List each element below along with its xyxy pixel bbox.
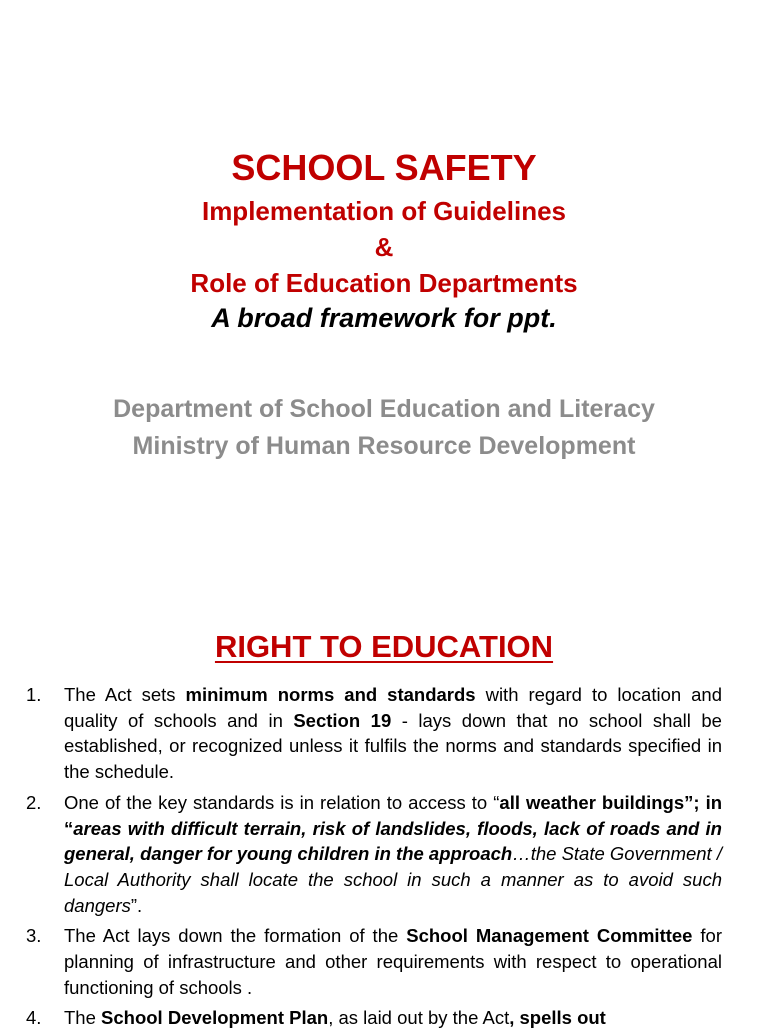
text-run: The Act lays down the formation of the [64, 925, 407, 947]
text-run: The [64, 1007, 102, 1029]
subtitle-line-2: Role of Education Departments [190, 268, 578, 298]
list-item-text [64, 682, 722, 785]
tagline: A broad framework for ppt. [211, 303, 557, 333]
text-run: , as laid out by the Act [328, 1007, 510, 1029]
subtitle-line-1: Implementation of Guidelines [201, 196, 567, 226]
list-item-text [64, 1005, 722, 1031]
list-number: 1. [26, 684, 42, 705]
list-number: 4. [26, 1007, 42, 1029]
text-run: with regard to location and quality of schools and in [64, 684, 723, 731]
ministry-name: Ministry of Human Resource Development [132, 432, 636, 460]
text-run: The Act sets [64, 684, 186, 705]
list-item [0, 1005, 768, 1031]
bold-run: Section 19 [293, 709, 392, 731]
text-run: ”. [130, 894, 143, 916]
slide-title: SCHOOL SAFETY [231, 147, 537, 188]
subtitle-ampersand: & [374, 232, 394, 262]
list-item-text [64, 790, 722, 919]
bold-run: , spells out [509, 1007, 606, 1029]
bold-italic-run: areas with difficult terrain, risk of landslides, floods, lack of roads and in general, danger for young children in the approach [64, 817, 722, 865]
bold-run: School Management Committee [406, 925, 693, 947]
bold-run: all weather buildings”; in “ [64, 791, 723, 839]
section-heading: RIGHT TO EDUCATION [214, 629, 554, 664]
text-run: - lays down that no school shall be established, or recognized unless it fulfils the norms and standards specified in the schedule. [64, 709, 722, 783]
list-item [0, 682, 768, 785]
list-item [0, 923, 768, 1000]
list-number: 2. [26, 791, 42, 813]
text-run: for planning of infrastructure and other requirements with respect to operational functioning of schools . [64, 925, 722, 998]
bold-run: minimum norms and standards [185, 684, 476, 705]
text-run: One of the key standards is in relation to access to “ [64, 791, 500, 813]
italic-run: …the State Government / Local Authority shall locate the school in such a manner as to avoid such dangers [64, 843, 722, 916]
bold-run: School Development Plan [101, 1007, 329, 1029]
numbered-list [0, 680, 768, 1031]
list-item-text [64, 923, 722, 1000]
list-item [0, 790, 768, 919]
list-number: 3. [26, 925, 42, 947]
department-name: Department of School Education and Literacy [113, 395, 655, 423]
